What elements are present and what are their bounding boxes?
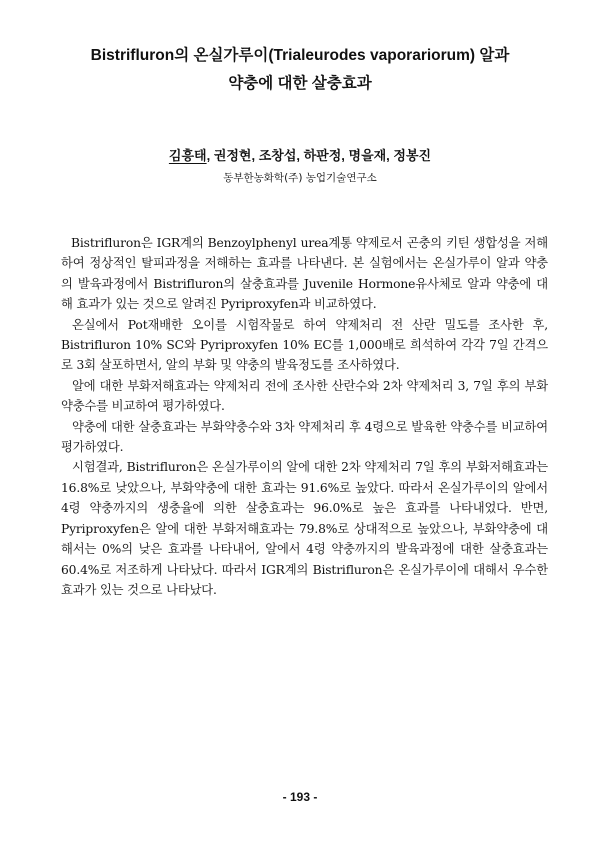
paragraph-nymph-evaluation: 약충에 대한 살충효과는 부화약충수와 3차 약제처리 후 4령으로 발육한 약충수를 비교하여 평가하였다. — [61, 419, 548, 455]
first-author: 김흥태 — [168, 148, 207, 163]
abstract-body — [61, 233, 548, 600]
affiliation: 동부한농화학(주) 농업기술연구소 — [223, 172, 377, 184]
page-number: - 193 - — [282, 790, 318, 804]
title-line-1: Bistrifluron의 온실가루이(Trialeurodes vaporariorum) 알과 — [90, 47, 510, 64]
paragraph-egg-evaluation: 알에 대한 부화저해효과는 약제처리 전에 조사한 산란수와 2차 약제처리 3, 7일 후의 부화약충수를 비교하여 평가하였다. — [61, 378, 548, 414]
paragraph-introduction: Bistrifluron은 IGR계의 Benzoylphenyl urea계통 약제로서 곤충의 키틴 생합성을 저해하여 정상적인 탈피과정을 저해하는 효과를 나타낸다. 본 실험에서는 온실가루이 알과 약충의 발육과정에서 Bistrifluron의 살충효과를 Juvenile Hormone유사체로 알과 약충에 대해 효과가 있는 것으로 알려진 Pyriproxyfen과 비교하였다. — [61, 236, 548, 312]
co-authors: , 권정현, 조창섭, 하판정, 명을재, 정봉진 — [206, 148, 432, 163]
paragraph-method: 온실에서 Pot재배한 오이를 시험작물로 하여 약제처리 전 산란 밀도를 조사한 후, Bistrifluron 10% SC와 Pyriproxyfen 10% EC를 1,000배로 희석하여 각각 7일 간격으로 3회 살포하면서, 알의 부화 및 약충의 발육정도를 조사하였다. — [61, 317, 548, 373]
paper-title — [40, 42, 560, 98]
paragraph-results: 시험결과, Bistrifluron은 온실가루이의 알에 대한 2차 약제처리 7일 후의 부화저해효과는 16.8%로 낮았으나, 부화약충에 대한 효과는 91.6%로 높았다. 따라서 온실가루이의 알에서 4령 약충까지의 생충율에 의한 살충효과는 96.0%로 높은 효과를 나타내었다. 반면, Pyriproxyfen은 알에 대한 부화저해효과는 79.8%로 상대적으로 높았으나, 부화약충에 대해서는 0%의 낮은 효과를 나타내어, 알에서 4령 약충까지의 발육과정에 대한 살충효과는 60.4%로 저조하게 나타났다. 따라서 IGR계의 Bistrifluron은 온실가루이에 대해서 우수한 효과가 있는 것으로 나타났다. — [61, 460, 548, 597]
author-list — [40, 147, 560, 165]
title-line-2: 약충에 대한 살충효과 — [228, 75, 372, 92]
